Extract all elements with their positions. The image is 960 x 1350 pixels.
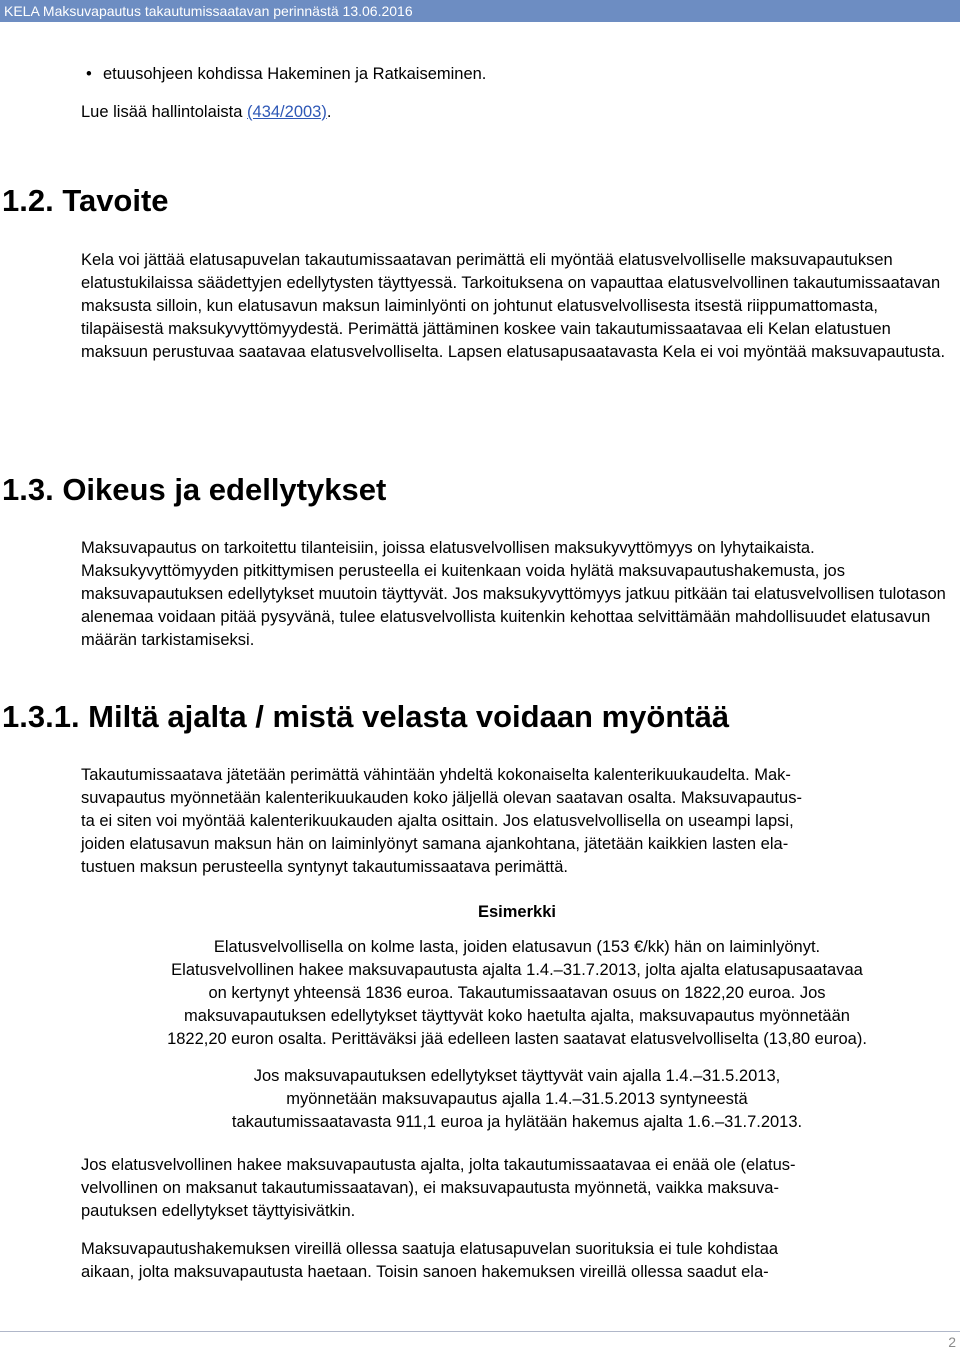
example-line: 1822,20 euron osalta. Perittäväksi jää edelleen lasten saatavat elatusvelvolliselta (13,80 euroa).	[167, 1030, 867, 1048]
paragraph-line: suvapautus myönnetään kalenterikuukauden koko jäljellä olevan saatavan osalta. Maksuvapautus-	[81, 789, 802, 807]
paragraph-line: pautuksen edellytykset täyttyisivätkin.	[81, 1202, 356, 1220]
section-1-3-1-paragraph-3	[81, 1238, 953, 1284]
section-heading-1-3-1: 1.3.1. Miltä ajalta / mistä velasta voidaan myöntää	[2, 699, 730, 734]
section-1-3-1-paragraph-2	[81, 1154, 953, 1223]
section-1-3-1-paragraph	[81, 764, 953, 879]
example-line: Jos maksuvapautuksen edellytykset täyttyvät vain ajalla 1.4.–31.5.2013,	[253, 1067, 781, 1085]
example-line: maksuvapautuksen edellytykset täyttyvät koko haetulta ajalta, maksuvapautus myönnetään	[184, 1007, 850, 1025]
paragraph-line: Maksuvapautushakemuksen vireillä ollessa saatuja elatusapuvelan suorituksia ei tule kohdistaa	[81, 1240, 779, 1258]
hallintolaki-link[interactable]: (434/2003)	[247, 103, 327, 121]
page-number: 2	[948, 1334, 956, 1350]
read-more-prefix: Lue lisää hallintolaista	[81, 103, 248, 121]
paragraph-line: Jos elatusvelvollinen hakee maksuvapautusta ajalta, jolta takautumissaatavaa ei enää ole (elatus-	[81, 1156, 796, 1174]
paragraph-line: ta ei siten voi myöntää kalenterikuukauden ajalta osittain. Jos elatusvelvollisella on useampi lapsi,	[81, 812, 794, 830]
header-title: KELA Maksuvapautus takautumissaatavan perinnästä 13.06.2016	[4, 3, 413, 19]
section-1-3-paragraph: Maksuvapautus on tarkoitettu tilanteisiin, joissa elatusvelvollisen maksukyvyttömyys on lyhytaikaista. Maksukyvyttömyyden pitkittymisen perusteella ei kuitenkaan voida hylätä maksuvapautushakemusta, jos maksuvapautuksen edellytykset muutoin täyttyvät. Jos maksukyvyttömyys jatkuu pitkään tai elatusvelvollisen tulotason alenemaa voidaan pitää pysyvänä, tulee elatusvelvollista kuitenkin kehottaa selvittämään mahdollisuudet elatusavun määrän tarkistamiseksi.	[81, 539, 946, 649]
paragraph-line: joiden elatusavun maksun hän on laiminlyönyt samana ajankohtana, jätetään kaikkien lasten ela-	[81, 835, 789, 853]
example-title: Esimerkki	[478, 903, 556, 921]
paragraph-line: tustuen maksun perusteella syntynyt takautumissaatava perimättä.	[81, 858, 568, 876]
example-block-1	[81, 936, 953, 1051]
example-line: takautumissaatavasta 911,1 euroa ja hylätään hakemus ajalta 1.6.–31.7.2013.	[231, 1113, 803, 1131]
bullet-item	[86, 63, 487, 86]
bullet-text: etuusohjeen kohdissa Hakeminen ja Ratkaiseminen.	[103, 65, 487, 83]
document-header	[0, 0, 960, 22]
example-line: Elatusvelvollisella on kolme lasta, joiden elatusavun (153 €/kk) hän on laiminlyönyt.	[213, 938, 821, 956]
example-line: myönnetään maksuvapautus ajalla 1.4.–31.5.2013 syntyneestä	[286, 1090, 748, 1108]
section-1-2-paragraph: Kela voi jättää elatusapuvelan takautumissaatavan perimättä eli myöntää elatusvelvolliselle maksuvapautuksen elatustukilaissa säädettyjen edellytysten täyttyessä. Tarkoituksena on vapauttaa elatusvelvollinen takautumissaatavan maksusta silloin, kun elatusavun maksun laiminlyönti on johtunut elatusvelvollisesta itsestä riippumattomasta, tilapäisestä maksukyvyttömyydestä. Perimättä jättäminen koskee vain takautumissaatavaa eli Kelan elatustuen maksuun perustuvaa saatavaa elatusvelvolliselta. Lapsen elatusapusaatavasta Kela ei voi myöntää maksuvapautusta.	[81, 251, 946, 361]
read-more-suffix: .	[326, 103, 332, 121]
bullet-icon: •	[86, 65, 92, 83]
section-heading-1-2: 1.2. Tavoite	[2, 183, 169, 218]
paragraph-line: Takautumissaatava jätetään perimättä vähintään yhdeltä kokonaiselta kalenterikuukaudelta. Mak-	[81, 766, 791, 784]
paragraph-line: aikaan, jolta maksuvapautusta haetaan. Toisin sanoen hakemuksen vireillä ollessa saadut ela-	[81, 1263, 769, 1281]
example-line: Elatusvelvollinen hakee maksuvapautusta ajalta 1.4.–31.7.2013, jolta ajalta elatusapusaatavaa	[171, 961, 863, 979]
read-more-line	[81, 101, 953, 124]
footer-divider	[0, 1331, 960, 1332]
example-block-2	[81, 1065, 953, 1134]
paragraph-line: velvollinen on maksanut takautumissaatavan), ei maksuvapautusta myönnetä, vaikka maksuva-	[81, 1179, 779, 1197]
example-line: on kertynyt yhteensä 1836 euroa. Takautumissaatavan osuus on 1822,20 euroa. Jos	[208, 984, 826, 1002]
section-heading-1-3: 1.3. Oikeus ja edellytykset	[2, 472, 387, 507]
